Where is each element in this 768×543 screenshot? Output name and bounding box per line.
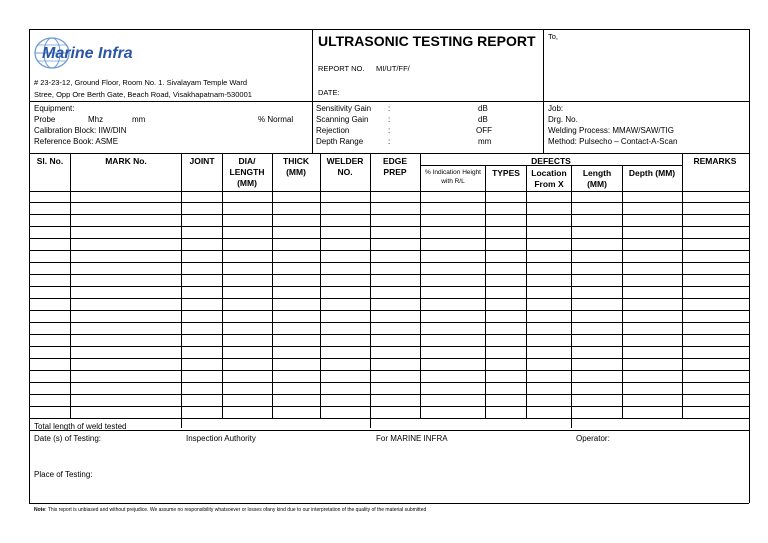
col-length: Length (MM) [582, 168, 612, 189]
col-edge-prep: EDGE PREP [382, 156, 408, 177]
for-company-label: For MARINE INFRA [376, 434, 448, 443]
colon: : [388, 104, 391, 113]
normal-label: % Normal [258, 115, 294, 124]
col-indication: % Indication Height with R/L [424, 169, 481, 185]
col-sl-no: Sl. No. [36, 156, 64, 166]
report-title: ULTRASONIC TESTING REPORT [318, 33, 536, 49]
reference-label: Reference Book: ASME [34, 137, 119, 146]
company-logo [33, 36, 153, 70]
depth-range-label: Depth Range [316, 137, 364, 146]
col-depth: Depth (MM) [628, 168, 676, 178]
rejection-value: OFF [476, 126, 492, 135]
to-label: To, [548, 32, 559, 41]
col-welder-no: WELDER NO. [326, 156, 364, 177]
calibration-label: Calibration Block: IIW/DIN [34, 126, 127, 135]
depth-unit: mm [478, 137, 492, 146]
address-line-2: Stree, Opp Ore Berth Gate, Beach Road, Visakhapatnam-530001 [34, 90, 252, 99]
note-text: : This report is unbiased and without prejudice. We assume no responsibility whatsoever or losses ofany kind due to our interpretation of the quality of the material submitted [45, 507, 427, 513]
col-joint: JOINT [189, 156, 215, 166]
colon: : [388, 137, 391, 146]
equipment-label: Equipment: [34, 104, 75, 113]
test-method: Method: Pulsecho – Contact-A-Scan [548, 137, 678, 146]
scanning-label: Scanning Gain [316, 115, 369, 124]
drg-label: Drg. No. [548, 115, 578, 124]
date-label: DATE: [318, 88, 340, 97]
note-label: Note [34, 507, 46, 513]
address-line-1: # 23-23-12, Ground Floor, Room No. 1. Sivalayam Temple Ward [34, 78, 248, 87]
col-remarks: REMARKS [693, 156, 737, 166]
report-no-label: REPORT NO. [318, 64, 365, 73]
probe-label: Probe [34, 115, 56, 124]
total-length-label: Total length of weld tested [34, 422, 127, 431]
colon: : [388, 115, 391, 124]
date-of-testing-label: Date (s) of Testing: [34, 434, 101, 443]
operator-label: Operator: [576, 434, 610, 443]
mm-label: mm [132, 115, 146, 124]
sensitivity-label: Sensitivity Gain [316, 104, 372, 113]
inspection-authority-label: Inspection Authority [186, 434, 256, 443]
colon: : [388, 126, 391, 135]
footer-note [34, 507, 426, 514]
col-location: Location From X [531, 168, 567, 189]
scanning-unit: dB [478, 115, 488, 124]
place-of-testing-label: Place of Testing: [34, 470, 93, 479]
welding-process: Welding Process: MMAW/SAW/TIG [548, 126, 674, 135]
mhz-label: Mhz [88, 115, 104, 124]
col-dia-length: DIA/ LENGTH (MM) [229, 156, 265, 188]
job-label: Job: [548, 104, 564, 113]
col-types: TYPES [492, 168, 520, 178]
rejection-label: Rejection [316, 126, 350, 135]
company-name: Marine Infra [42, 45, 133, 62]
col-thick: THICK (MM) [283, 156, 309, 177]
report-no-value: MI/UT/FF/ [376, 64, 410, 73]
col-defects: DEFECTS [531, 156, 571, 166]
col-mark-no: MARK No. [105, 156, 147, 166]
sensitivity-unit: dB [478, 104, 488, 113]
